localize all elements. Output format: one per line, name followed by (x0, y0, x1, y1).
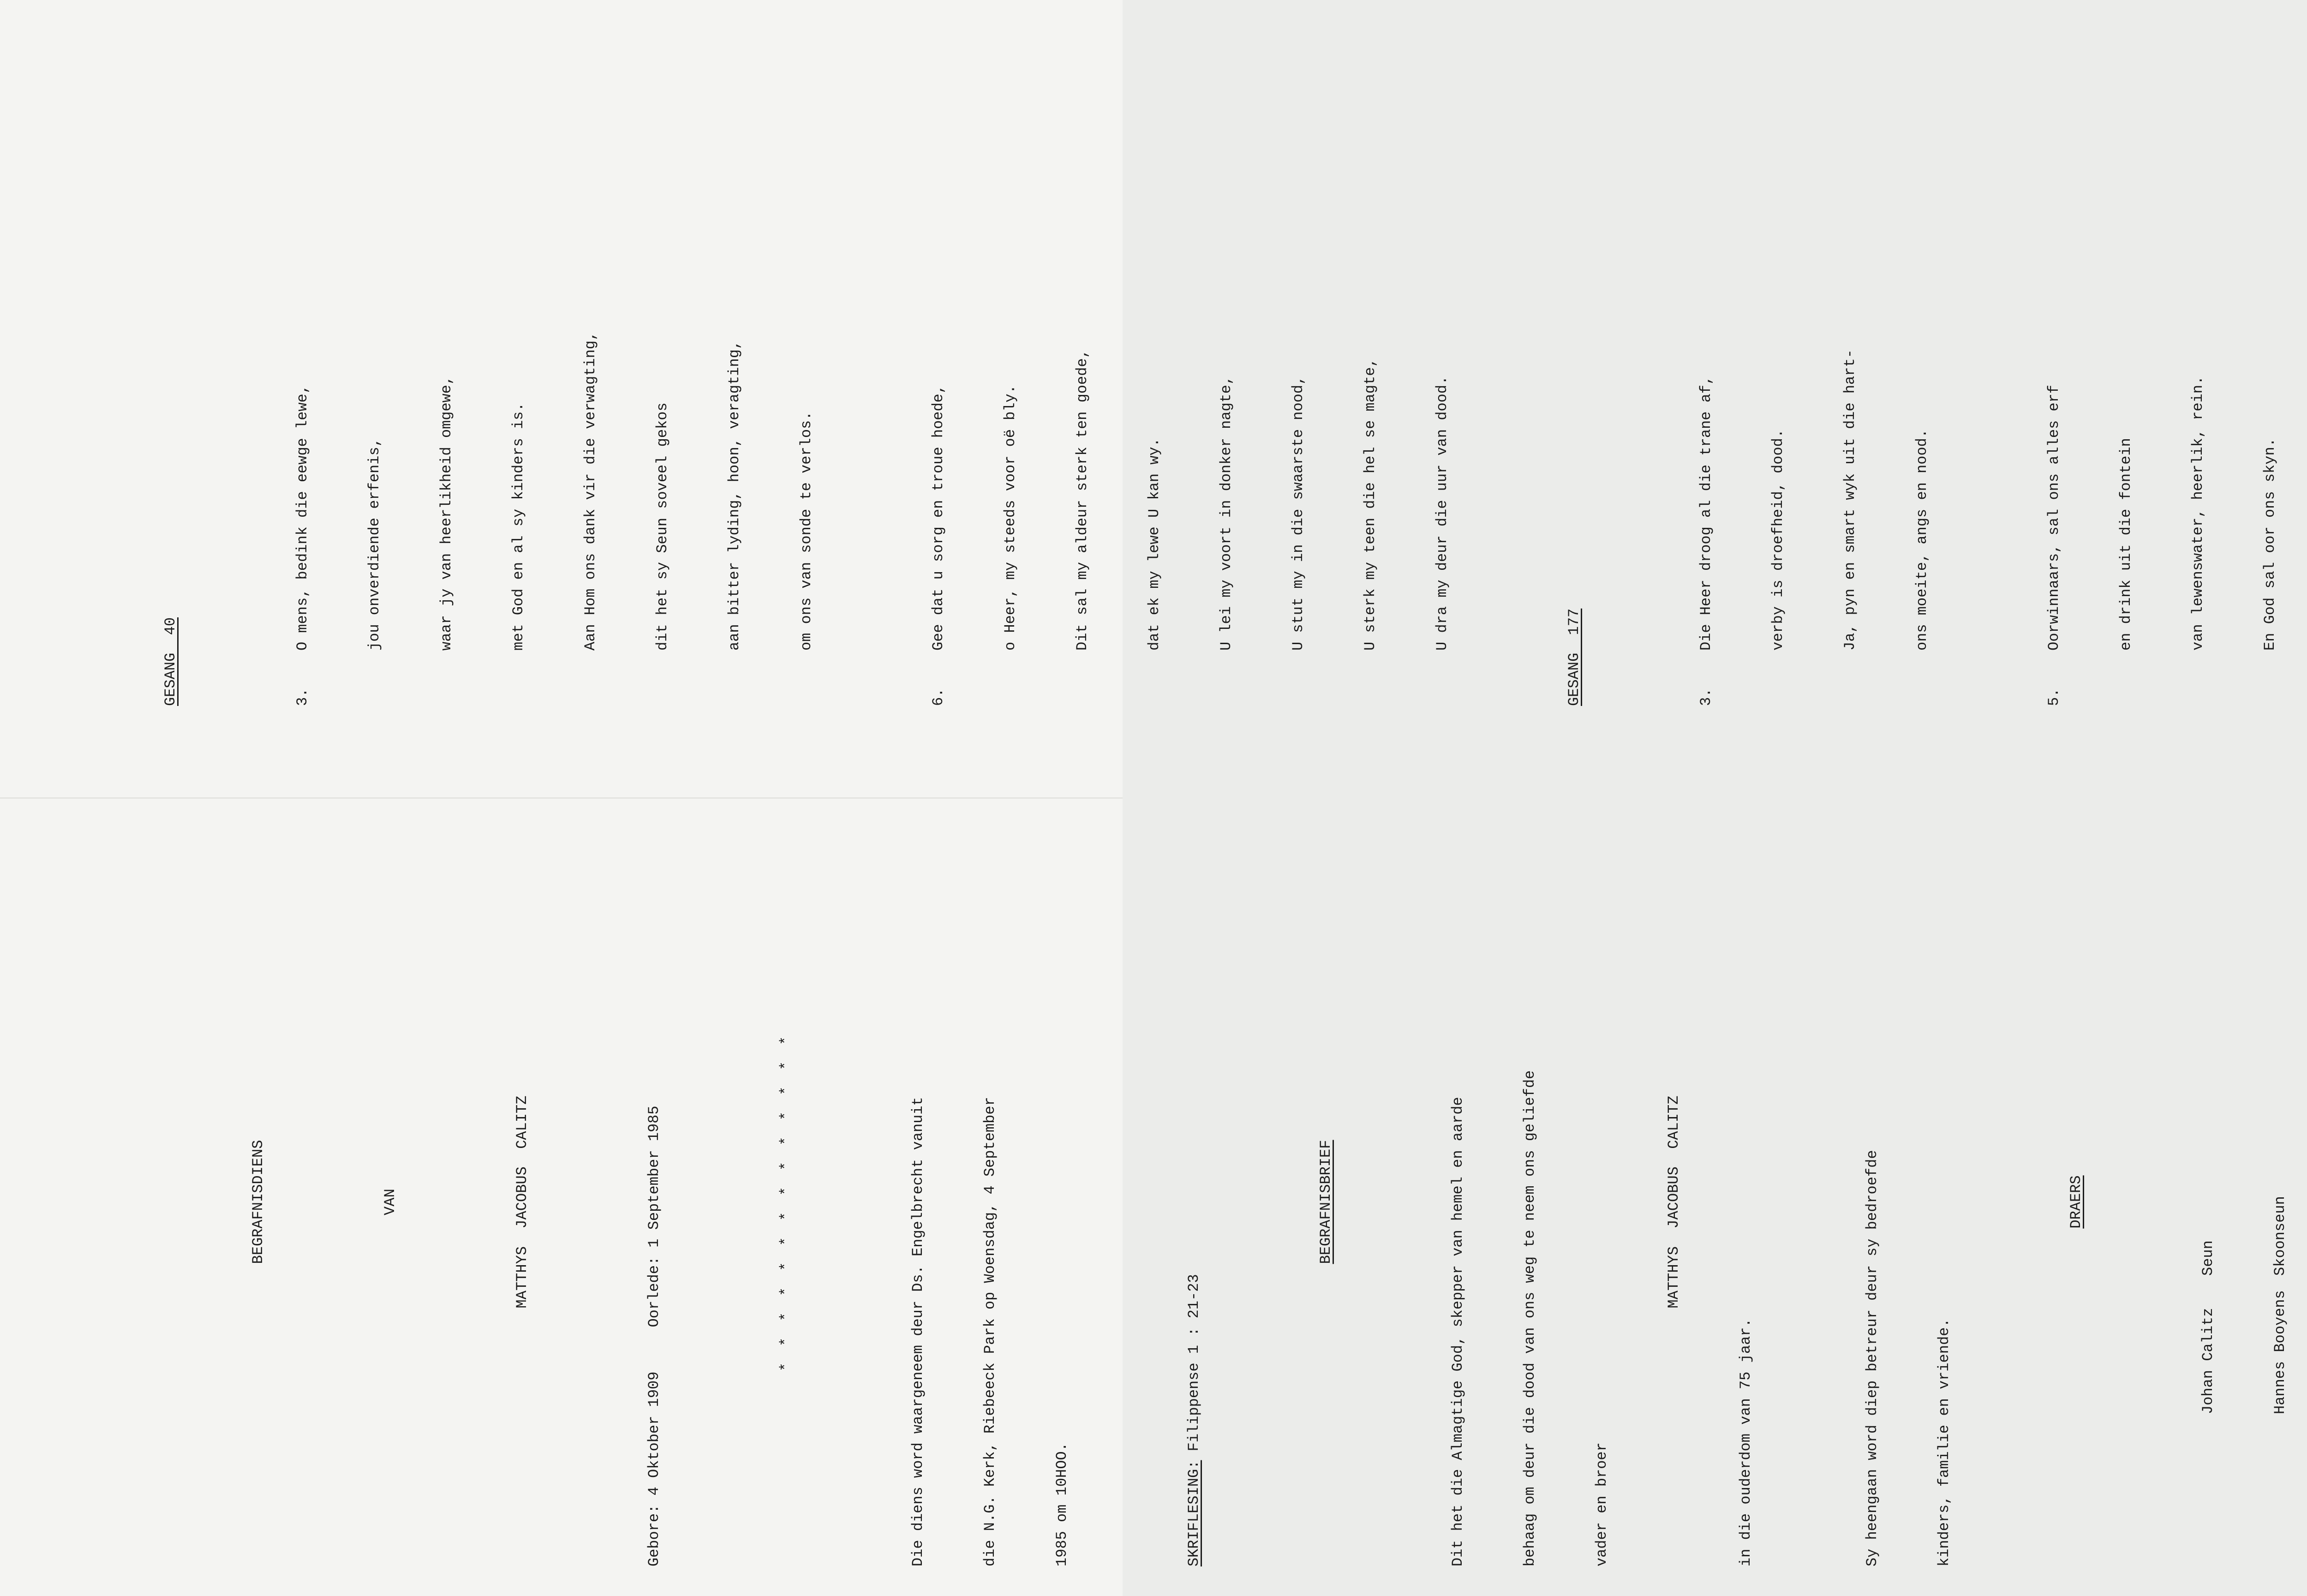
verse-line: U sterk my teen die hel se magte, (1362, 358, 1379, 651)
van-label: VAN (382, 1189, 399, 1215)
verse-line: Dit sal my aldeur sterk ten goede, (1074, 349, 1091, 651)
deceased-name: MATTHYS JACOBUS CALITZ (514, 1095, 531, 1309)
verse-text: O mens, bedink die eewge lewe, (294, 384, 311, 651)
letter-line: Dit het die Almagtige God, skepper van hemel en aarde (1449, 1097, 1466, 1566)
page-fold (0, 797, 1123, 799)
verse-line: U lei my voort in donker nagte, (1218, 376, 1235, 651)
verse-line: om ons van sonde te verlos. (798, 411, 815, 651)
verse-line: dit het sy Seun soveel gekos (654, 402, 671, 651)
verse-line: waar jy van heerlikheid omgewe, (438, 376, 455, 651)
verse-number: 3. (1697, 688, 1715, 706)
verse-text: Die Heer droog al die trane af, (1697, 376, 1715, 651)
skriflesing-label: SKRIFLESING: (1185, 1460, 1202, 1566)
verse-line: En God sal oor ons skyn. (2261, 438, 2278, 651)
service-title: BEGRAFNISDIENS (250, 1140, 267, 1264)
mourn-line: Sy heengaan word diep betreur deur sy bedroefde (1864, 1150, 1881, 1566)
skriflesing-value: Filippense 1 : 21-23 (1185, 1274, 1202, 1460)
verse-line (926, 0, 950, 706)
age-line: in die ouderdom van 75 jaar. (1737, 1318, 1754, 1566)
letter-line: behaag om deur die dood van ons weg te neem ons geliefde (1521, 1070, 1538, 1566)
verse-line: aan bitter lyding, hoon, veragting, (726, 340, 743, 651)
hymns-panel (111, 0, 2307, 706)
skriflesing-line (1182, 837, 1206, 1566)
birth-death-dates: Gebore: 4 Oktober 1909 Oorlede: 1 September 1985 (645, 1106, 663, 1566)
draer-row (2268, 837, 2292, 1566)
mourn-line: kinders, familie en vriende. (1936, 1318, 1953, 1566)
verse-line (1694, 0, 1718, 706)
draer-name: Hannes Booyens (2271, 1290, 2289, 1414)
verse-number: 3. (294, 688, 311, 706)
verse-line: U dra my deur die uur van dood. (1434, 376, 1451, 651)
gesang177-heading: GESANG 177 (1566, 608, 1583, 706)
verse-line (291, 0, 315, 706)
verse-line (2042, 0, 2066, 706)
draer-row (2196, 837, 2220, 1566)
draer-relation: Seun (2199, 1240, 2217, 1276)
verse-line: dat ek my lewe U kan wy. (1146, 438, 1163, 651)
verse-line: Aan Hom ons dank vir die verwagting, (582, 331, 599, 651)
begrafnisbrief-heading: BEGRAFNISBRIEF (1317, 1140, 1334, 1264)
star-divider: * * * * * * * * * * * * * * (777, 1032, 795, 1372)
letter-line: vader en broer (1593, 1442, 1610, 1566)
verse-line: ons moeite, angs en nood. (1913, 429, 1930, 651)
verse-line: o Heer, my steeds voor oë bly. (1002, 384, 1019, 651)
service-line: die N.G. Kerk, Riebeeck Park op Woensdag, 4 September (981, 1097, 998, 1566)
verse-number: 5. (2045, 688, 2062, 706)
verse-text: Oorwinnaars, sal ons alles erf (2045, 384, 2062, 651)
verse-line: jou onverdiende erfenis, (366, 438, 383, 651)
verse-line: Ja, pyn en smart wyk uit die hart- (1841, 349, 1859, 651)
verse-line: met God en al sy kinders is. (510, 402, 527, 651)
begrafnisbrief-heading-row (1314, 837, 1338, 1566)
gesang40-heading-row (159, 0, 183, 706)
letter-name: MATTHYS JACOBUS CALITZ (1665, 1095, 1682, 1309)
verse-line: U stut my in die swaarste nood, (1290, 376, 1307, 651)
verse-number: 6. (930, 688, 947, 706)
service-line: Die diens word waargeneem deur Ds. Engelbrecht vanuit (909, 1097, 926, 1566)
verse-text: Gee dat u sorg en troue hoede, (930, 384, 947, 651)
draer-relation: Skoonseun (2271, 1196, 2289, 1276)
service-panel (198, 837, 2307, 1566)
draers-heading: DRAERS (2068, 1175, 2085, 1229)
service-line: 1985 om 10HOO. (1053, 1442, 1070, 1566)
draer-name: Johan Calitz (2199, 1308, 2217, 1414)
draers-heading-row (2064, 837, 2088, 1566)
verse-line: en drink uit die fontein (2117, 438, 2134, 651)
gesang40-heading: GESANG 40 (162, 617, 179, 706)
gesang177-heading-row (1562, 0, 1586, 706)
verse-line: van lewenswater, heerlik, rein. (2189, 376, 2206, 651)
verse-line: verby is droefheid, dood. (1769, 429, 1787, 651)
